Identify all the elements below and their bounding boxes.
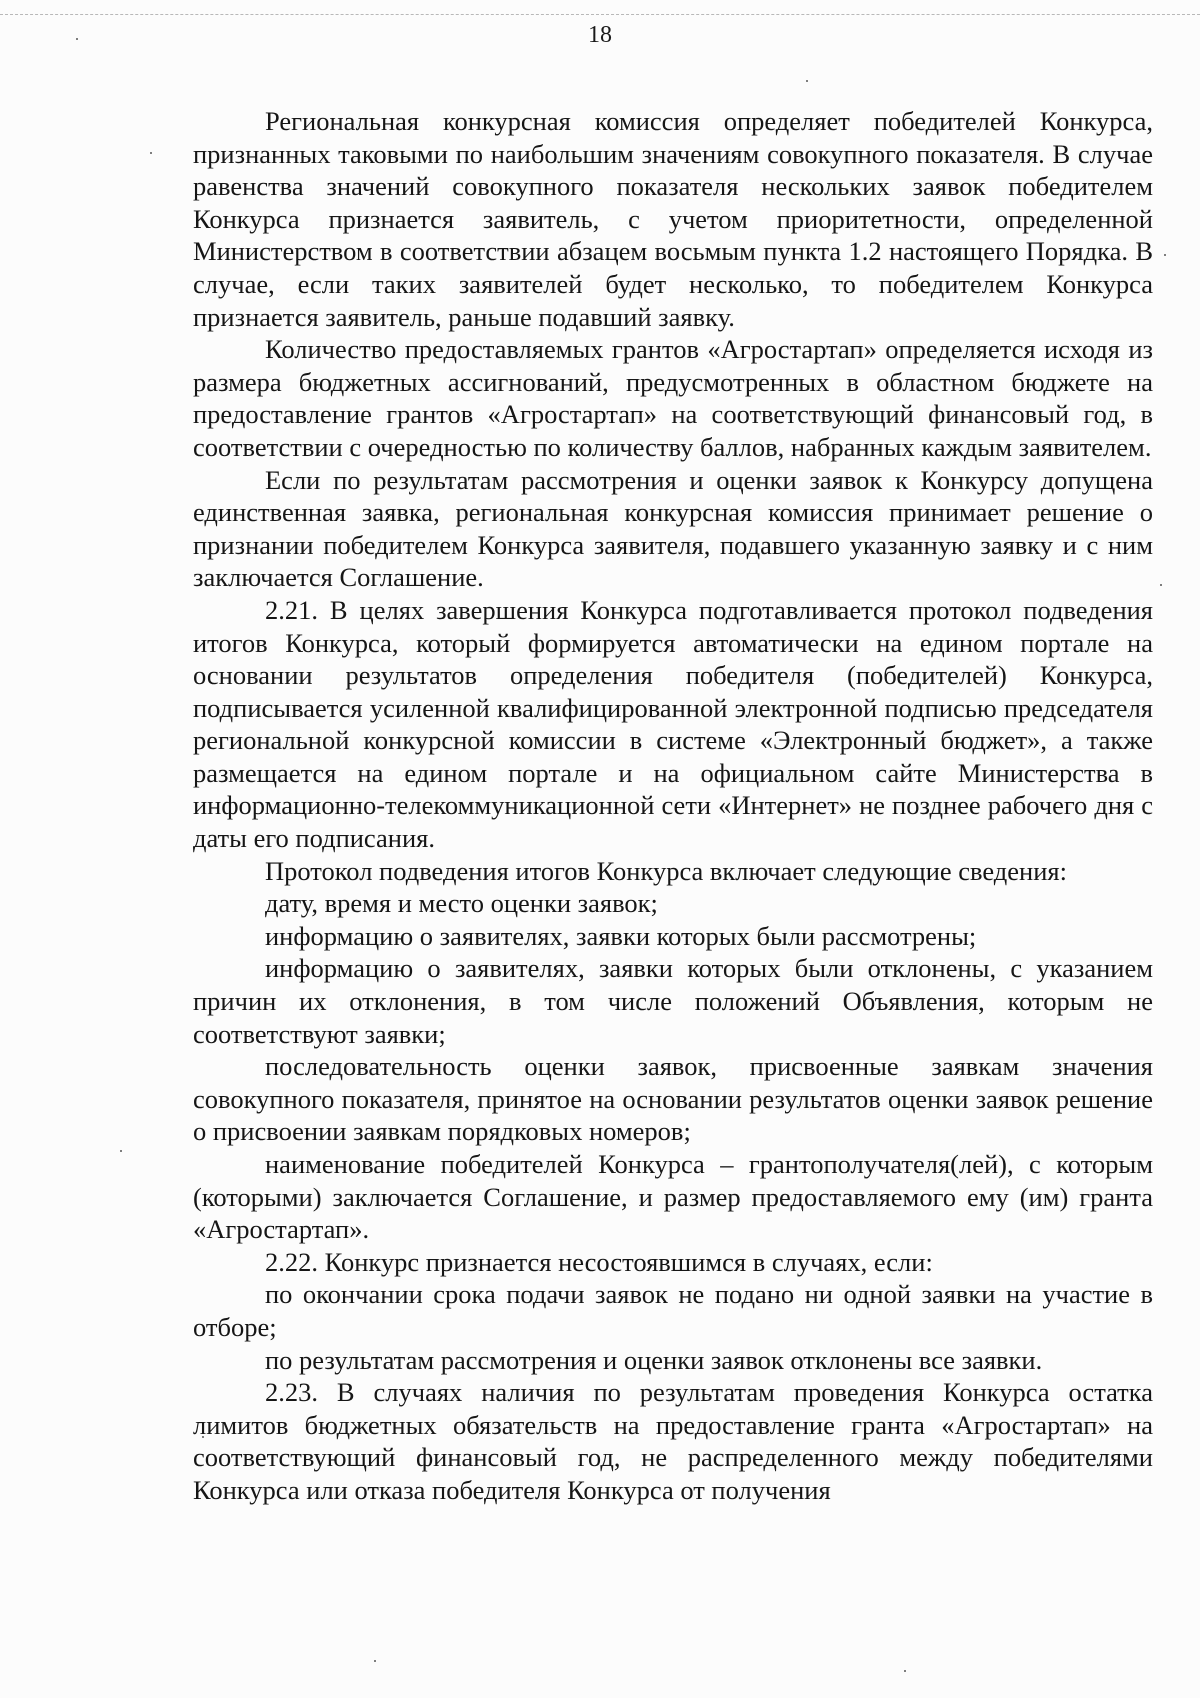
scan-speck — [904, 1670, 906, 1672]
paragraph: по результатам рассмотрения и оценки заявок отклонены все заявки. — [265, 1344, 1043, 1375]
paragraph: Количество предоставляемых грантов «Агростартап» определяется исходя из размера бюджетных ассигнований, предусмотренных в областном бюджете на предоставление грантов «Агростартап» на соответствующий финансовый год, в соответствии с очередностью по количеству баллов, набранных каждым заявителем. — [193, 334, 1153, 462]
paragraph: Если по результатам рассмотрения и оценки заявок к Конкурсу допущена единственная заявка, региональная конкурсная комиссия принимает решение о признании победителем Конкурса заявителя, подавшего указанную заявку и с ним заключается Соглашение. — [193, 464, 1153, 593]
paragraph: 2.23. В случаях наличия по результатам проведения Конкурса остатка лимитов бюджетных обязательств на предоставление гранта «Агростартап» на соответствующий финансовый год, не распределенного между победителями Конкурса или отказа победителя Конкурса от получения — [193, 1377, 1153, 1505]
document-body — [193, 105, 1153, 1507]
paragraph: наименование победителей Конкурса – грантополучателя(лей), с которым (которыми) заключается Соглашение, и размер предоставляемого ему (им) гранта «Агростартап». — [193, 1149, 1153, 1245]
paragraph: информацию о заявителях, заявки которых были рассмотрены; — [265, 920, 977, 951]
scan-speck — [1164, 254, 1166, 256]
paragraph: по окончании срока подачи заявок не подано ни одной заявки на участие в отборе; — [193, 1279, 1153, 1342]
scan-speck — [1160, 584, 1162, 586]
paragraph: информацию о заявителях, заявки которых были отклонены, с указанием причин их отклонения, в том числе положений Объявления, которым не соответствуют заявки; — [193, 953, 1153, 1049]
paragraph: 2.22. Конкурс признается несостоявшимся в случаях, если: — [265, 1246, 933, 1277]
paragraph: 2.21. В целях завершения Конкурса подготавливается протокол подведения итогов Конкурса, который формируется автоматически на едином портале на основании результатов определения победителя (победителей) Конкурса, подписывается усиленной квалифицированной электронной подписью председателя региональной конкурсной комиссии в системе «Электронный бюджет», а также размещается на едином портале и на официальном сайте Министерства в информационно-телекоммуникационной сети «Интернет» не позднее рабочего дня с даты его подписания. — [193, 594, 1153, 854]
page-number: 18 — [588, 22, 612, 48]
scan-speck — [150, 152, 152, 154]
scan-speck — [120, 1150, 122, 1152]
paragraph: Протокол подведения итогов Конкурса включает следующие сведения: — [265, 855, 1067, 886]
scan-speck — [374, 1660, 376, 1662]
scan-edge-line — [0, 14, 1200, 15]
paragraph: последовательность оценки заявок, присвоенные заявкам значения совокупного показателя, принятое на основании результатов оценки заявок решение о присвоении заявкам порядковых номеров; — [193, 1051, 1153, 1147]
paragraph: Региональная конкурсная комиссия определяет победителей Конкурса, признанных таковыми по наибольшим значениям совокупного показателя. В случае равенства значений совокупного показателя нескольких заявок победителем Конкурса признается заявитель, с учетом приоритетности, определенной Министерством в соответствии абзацем восьмым пункта 1.2 настоящего Порядка. В случае, если таких заявителей будет несколько, то победителем Конкурса признается заявитель, раньше подавший заявку. — [193, 106, 1153, 332]
paragraph: дату, время и место оценки заявок; — [265, 888, 658, 919]
scan-speck — [806, 80, 808, 82]
